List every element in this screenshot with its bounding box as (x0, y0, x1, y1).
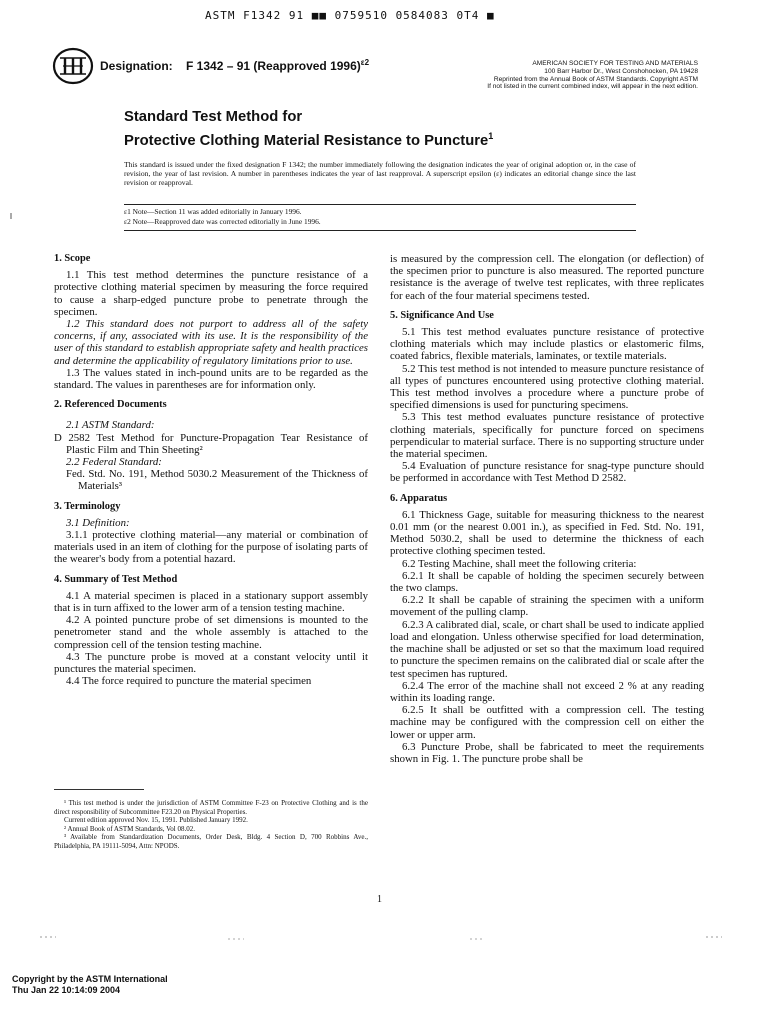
paragraph: 6.3 Puncture Probe, shall be fabricated to meet the requirements shown in Fig. 1. The puncture probe shall be (390, 740, 704, 765)
paragraph: 2.1 ASTM Standard: (66, 419, 155, 432)
paragraph: 6.2.1 It shall be capable of holding the specimen securely between the two clamps. (390, 569, 704, 595)
paragraph: 6.2.5 It shall be outfitted with a compression cell. The testing machine may be configured with the compression cell on either the lower or upper arm. (390, 704, 704, 741)
paragraph: 1.2 This standard does not purport to address all of the safety concerns, if any, associated with its use. It is the responsibility of the user of this standard to establish appropriate safety and health practices and determine the applicability of regulatory limitations prior to use. (54, 318, 368, 367)
designation-superscript: ε2 (360, 58, 370, 67)
publisher-info (444, 60, 698, 91)
section-heading: 5. Significance And Use (390, 309, 494, 321)
footnote: Current edition approved Nov. 15, 1991. Published January 1992. (64, 816, 248, 825)
divider (124, 230, 636, 231)
paragraph: 3.1 Definition: (66, 516, 130, 529)
footnote-divider (54, 789, 144, 790)
right-column (390, 253, 704, 765)
paragraph: 6.2 Testing Machine, shall meet the following criteria: (402, 557, 637, 570)
title-line-2: Protective Clothing Material Resistance to Puncture (124, 132, 489, 149)
left-column (54, 253, 368, 688)
paragraph: 6.1 Thickness Gage, suitable for measuring thickness to the nearest 0.01 mm (or the nearest 0.001 in.), as specified in Fed. Std. No. 191, Method 5030.2, shall be used to determine the thickness of each protective clothing specimen tested. (390, 508, 704, 558)
footnote: ¹ This test method is under the jurisdiction of ASTM Committee F-23 on Protective Clothing and is the direct responsibility of Subcommittee F23.20 on Physical Properties. (54, 799, 368, 816)
paragraph: 3.1.1 protective clothing material—any material or combination of materials used in an item of clothing for the purpose of isolating parts of the wearer's body from a potential hazard. (54, 529, 368, 566)
page-number: 1 (377, 894, 382, 905)
section-heading: 3. Terminology (54, 500, 121, 512)
publisher-line: Reprinted from the Annual Book of ASTM Standards. Copyright ASTM (493, 75, 698, 83)
reference-item: D 2582 Test Method for Puncture-Propagation Tear Resistance of Plastic Film and Thin Sheeting² (54, 431, 368, 456)
publisher-line: 100 Barr Harbor Dr., West Conshohocken, PA 19428 (544, 67, 698, 75)
section-heading: 2. Referenced Documents (54, 399, 167, 411)
paragraph: 2.2 Federal Standard: (66, 456, 162, 469)
paragraph: 5.3 This test method evaluates puncture resistance of protective clothing materials, specifically for puncture forced on specimens perpendicular to material surface. There is no supporting structure under the material specimen. (390, 411, 704, 461)
editorial-note: ε1 Note—Section 11 was added editorially in January 1996. (124, 207, 302, 216)
editorial-note: ε2 Note—Reapproved date was corrected editorially in June 1996. (124, 217, 321, 226)
paragraph: 4.3 The puncture probe is moved at a constant velocity until it punctures the material specimen. (54, 650, 368, 676)
publisher-line: If not listed in the current combined index, will appear in the next edition. (487, 83, 698, 91)
scan-header-code: ASTM F1342 91 ■■ 0759510 0584083 0T4 ■ (205, 9, 495, 22)
designation-number: F 1342 – 91 (Reapproved 1996) (186, 59, 361, 73)
footnote: ² Annual Book of ASTM Standards, Vol 08.02. (64, 824, 195, 833)
title-footnote-mark: 1 (488, 131, 494, 141)
paragraph: 4.2 A pointed puncture probe of set dimensions is mounted to the penetrometer stand and the whole assembly is attached to the compression cell of the tension testing machine. (54, 614, 368, 651)
paragraph: 5.4 Evaluation of puncture resistance for snag-type puncture should be performed in accordance with Test Method D 2582. (390, 460, 704, 485)
paragraph: 5.2 This test method is not intended to measure puncture resistance of all types of punctures encountered using protective clothing material. This test method involves a procedure where a puncture probe of specified dimensions is used for puncturing specimens. (390, 362, 704, 412)
paragraph: 6.2.3 A calibrated dial, scale, or chart shall be used to indicate applied load and elongation. Unless otherwise specified for load determination, the machine shall be adjusted or set so that the maximum load required to puncture the specimen remains on the calibrated dial or scale after the test specimen has ruptured. (390, 618, 704, 680)
print-timestamp: Thu Jan 22 10:14:09 2004 (12, 985, 121, 995)
paragraph: is measured by the compression cell. The elongation (or deflection) of the specimen prior to puncture is also measured. The reported puncture resistance is the average of twelve test replicates, with three replicates for each of the four material specimens tested. (390, 253, 704, 302)
footnote: ³ Available from Standardization Documents, Order Desk, Bldg. 4 Section D, 700 Robbins Ave., Philadelphia, PA 19111-5094, Attn: NPODS. (54, 833, 368, 850)
astm-logo (52, 47, 94, 85)
paragraph: 4.1 A material specimen is placed in a stationary support assembly that is in turn affixed to the lower arm of a tension testing machine. (54, 589, 368, 615)
divider (124, 204, 636, 205)
designation-line (100, 58, 369, 73)
paragraph: 1.1 This test method determines the puncture resistance of a protective clothing material specimen by measuring the force required to cause a sharp-edged puncture probe to penetrate through the specimen. (54, 269, 368, 318)
footnotes (54, 799, 368, 851)
reference-item: Fed. Std. No. 191, Method 5030.2 Measurement of the Thickness of Materials³ (66, 468, 368, 493)
section-heading: 4. Summary of Test Method (54, 573, 178, 585)
paragraph: 6.2.2 It shall be capable of straining the specimen with a uniform movement of the pulling clamp. (390, 594, 704, 619)
designation-label: Designation: (100, 59, 173, 73)
title-line-1: Standard Test Method for (124, 109, 303, 125)
paragraph: 5.1 This test method evaluates puncture resistance of protective clothing materials which may include plastics or elastomeric films, coated fabrics, flexible materials, laminates, or textile materials. (390, 326, 704, 363)
issuance-statement: This standard is issued under the fixed designation F 1342; the number immediately following the designation indicates the year of original adoption or, in the case of revision, the year of last revision. A number in parentheses indicates the year of last reapproval. A superscript epsilon (ε) indicates an editorial change since the last revision or reapproval. (124, 160, 636, 187)
document-title (124, 108, 493, 151)
paragraph: 6.2.4 The error of the machine shall not exceed 2 % at any reading within its loading range. (390, 679, 704, 704)
editorial-notes (124, 207, 636, 227)
section-heading: 1. Scope (54, 253, 91, 264)
copyright-line: Copyright by the ASTM International (12, 974, 168, 984)
paragraph: 1.3 The values stated in inch-pound units are to be regarded as the standard. The values in parentheses are for information only. (54, 366, 368, 392)
publisher-line: AMERICAN SOCIETY FOR TESTING AND MATERIALS (532, 60, 698, 67)
paragraph: 4.4 The force required to puncture the material specimen (66, 675, 312, 688)
copyright-block (12, 974, 168, 996)
section-heading: 6. Apparatus (390, 492, 448, 504)
